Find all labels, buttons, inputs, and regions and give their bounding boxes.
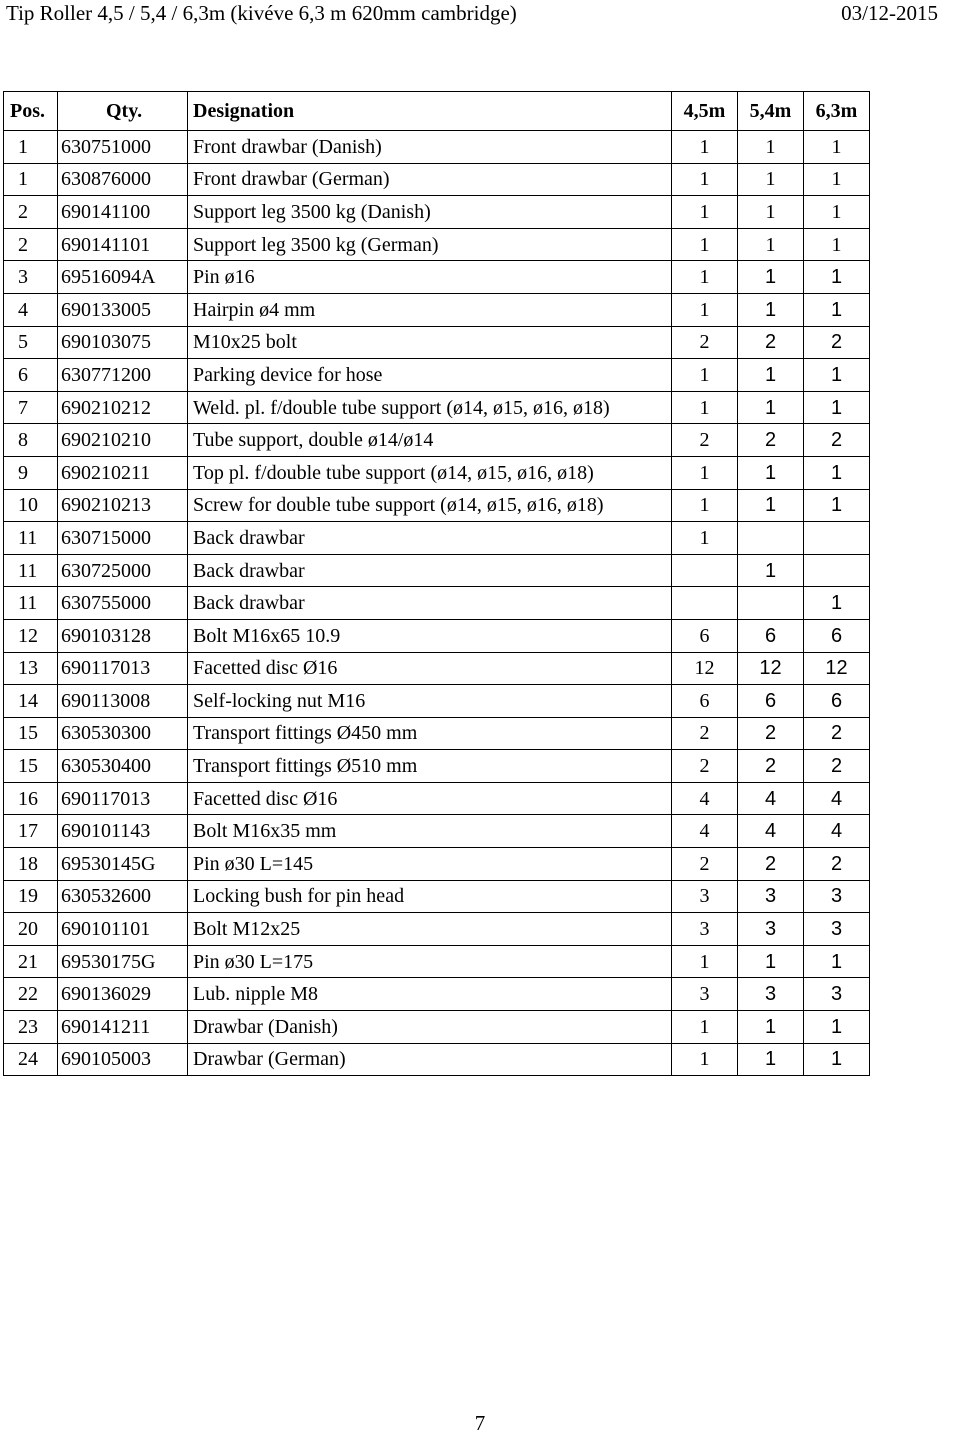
cell-qty-6-3m: 3 bbox=[804, 880, 870, 913]
table-row bbox=[4, 587, 870, 620]
page-number: 7 bbox=[474, 1411, 486, 1435]
cell-part-number: 690133005 bbox=[58, 293, 188, 326]
cell-qty-4-5m: 4 bbox=[672, 782, 738, 815]
cell-qty-4-5m: 4 bbox=[672, 815, 738, 848]
cell-part-number: 630530400 bbox=[58, 750, 188, 783]
cell-pos: 11 bbox=[4, 587, 58, 620]
cell-qty-4-5m: 3 bbox=[672, 913, 738, 946]
cell-qty-6-3m: 1 bbox=[804, 945, 870, 978]
cell-part-number: 690117013 bbox=[58, 782, 188, 815]
table-row bbox=[4, 131, 870, 164]
cell-part-number: 630771200 bbox=[58, 359, 188, 392]
cell-qty-5-4m: 6 bbox=[738, 685, 804, 718]
cell-qty-5-4m: 2 bbox=[738, 326, 804, 359]
cell-qty-6-3m: 2 bbox=[804, 717, 870, 750]
cell-part-number: 690101143 bbox=[58, 815, 188, 848]
cell-qty-4-5m: 1 bbox=[672, 1011, 738, 1044]
cell-qty-5-4m: 3 bbox=[738, 913, 804, 946]
cell-pos: 14 bbox=[4, 685, 58, 718]
cell-qty-5-4m: 4 bbox=[738, 782, 804, 815]
cell-designation: Weld. pl. f/double tube support (ø14, ø15, ø16, ø18) bbox=[188, 391, 672, 424]
cell-part-number: 630532600 bbox=[58, 880, 188, 913]
table-row bbox=[4, 848, 870, 881]
cell-qty-4-5m bbox=[672, 554, 738, 587]
cell-qty-6-3m: 1 bbox=[804, 293, 870, 326]
cell-pos: 11 bbox=[4, 522, 58, 555]
cell-part-number: 69530145G bbox=[58, 848, 188, 881]
cell-pos: 20 bbox=[4, 913, 58, 946]
table-row bbox=[4, 424, 870, 457]
cell-qty-5-4m bbox=[738, 587, 804, 620]
table-row bbox=[4, 163, 870, 196]
cell-pos: 11 bbox=[4, 554, 58, 587]
cell-qty-5-4m: 6 bbox=[738, 619, 804, 652]
table-row bbox=[4, 619, 870, 652]
cell-designation: Back drawbar bbox=[188, 587, 672, 620]
cell-pos: 16 bbox=[4, 782, 58, 815]
cell-designation: Lub. nipple M8 bbox=[188, 978, 672, 1011]
cell-qty-4-5m: 1 bbox=[672, 163, 738, 196]
cell-pos: 2 bbox=[4, 196, 58, 229]
column-header-6-3m: 6,3m bbox=[804, 92, 870, 131]
cell-qty-5-4m: 3 bbox=[738, 978, 804, 1011]
cell-designation: Pin ø30 L=145 bbox=[188, 848, 672, 881]
column-header-designation: Designation bbox=[188, 92, 672, 131]
cell-qty-5-4m: 2 bbox=[738, 750, 804, 783]
cell-qty-6-3m: 1 bbox=[804, 456, 870, 489]
cell-qty-5-4m: 1 bbox=[738, 489, 804, 522]
cell-qty-4-5m: 1 bbox=[672, 359, 738, 392]
cell-pos: 24 bbox=[4, 1043, 58, 1076]
cell-qty-4-5m: 1 bbox=[672, 228, 738, 261]
cell-qty-6-3m: 6 bbox=[804, 685, 870, 718]
cell-qty-4-5m: 1 bbox=[672, 1043, 738, 1076]
table-row bbox=[4, 522, 870, 555]
cell-designation: Facetted disc Ø16 bbox=[188, 652, 672, 685]
cell-qty-6-3m: 1 bbox=[804, 228, 870, 261]
cell-qty-6-3m: 1 bbox=[804, 196, 870, 229]
cell-qty-4-5m: 1 bbox=[672, 293, 738, 326]
cell-designation: M10x25 bolt bbox=[188, 326, 672, 359]
cell-qty-5-4m: 2 bbox=[738, 717, 804, 750]
cell-qty-6-3m: 2 bbox=[804, 848, 870, 881]
cell-designation: Locking bush for pin head bbox=[188, 880, 672, 913]
table-row bbox=[4, 391, 870, 424]
cell-qty-5-4m: 1 bbox=[738, 1043, 804, 1076]
cell-qty-5-4m: 1 bbox=[738, 196, 804, 229]
cell-qty-6-3m: 3 bbox=[804, 913, 870, 946]
cell-qty-5-4m: 1 bbox=[738, 391, 804, 424]
cell-qty-4-5m: 1 bbox=[672, 489, 738, 522]
cell-designation: Pin ø30 L=175 bbox=[188, 945, 672, 978]
table-row bbox=[4, 554, 870, 587]
cell-designation: Self-locking nut M16 bbox=[188, 685, 672, 718]
cell-pos: 15 bbox=[4, 750, 58, 783]
cell-qty-5-4m: 1 bbox=[738, 163, 804, 196]
cell-qty-6-3m: 1 bbox=[804, 163, 870, 196]
cell-qty-4-5m: 2 bbox=[672, 326, 738, 359]
cell-qty-4-5m: 3 bbox=[672, 978, 738, 1011]
cell-qty-4-5m: 1 bbox=[672, 391, 738, 424]
cell-designation: Transport fittings Ø450 mm bbox=[188, 717, 672, 750]
cell-qty-4-5m: 6 bbox=[672, 685, 738, 718]
table-row bbox=[4, 880, 870, 913]
cell-qty-4-5m: 12 bbox=[672, 652, 738, 685]
cell-qty-4-5m: 6 bbox=[672, 619, 738, 652]
cell-designation: Bolt M16x65 10.9 bbox=[188, 619, 672, 652]
cell-qty-6-3m: 2 bbox=[804, 424, 870, 457]
cell-pos: 4 bbox=[4, 293, 58, 326]
cell-part-number: 690141100 bbox=[58, 196, 188, 229]
table-row bbox=[4, 685, 870, 718]
cell-qty-5-4m: 2 bbox=[738, 424, 804, 457]
cell-designation: Tube support, double ø14/ø14 bbox=[188, 424, 672, 457]
cell-qty-6-3m: 2 bbox=[804, 750, 870, 783]
cell-qty-5-4m: 4 bbox=[738, 815, 804, 848]
cell-pos: 2 bbox=[4, 228, 58, 261]
cell-qty-6-3m bbox=[804, 554, 870, 587]
cell-pos: 5 bbox=[4, 326, 58, 359]
cell-designation: Pin ø16 bbox=[188, 261, 672, 294]
cell-qty-6-3m: 1 bbox=[804, 359, 870, 392]
table-row bbox=[4, 196, 870, 229]
table-body bbox=[4, 131, 870, 1076]
cell-designation: Parking device for hose bbox=[188, 359, 672, 392]
cell-qty-6-3m: 4 bbox=[804, 782, 870, 815]
table-row bbox=[4, 978, 870, 1011]
table-row bbox=[4, 717, 870, 750]
cell-qty-5-4m: 1 bbox=[738, 359, 804, 392]
table-header-row bbox=[4, 92, 870, 131]
table-row bbox=[4, 1011, 870, 1044]
document-date: 03/12-2015 bbox=[841, 1, 938, 25]
cell-part-number: 690105003 bbox=[58, 1043, 188, 1076]
cell-designation: Transport fittings Ø510 mm bbox=[188, 750, 672, 783]
cell-part-number: 690210210 bbox=[58, 424, 188, 457]
document-title: Tip Roller 4,5 / 5,4 / 6,3m (kivéve 6,3 m 620mm cambridge) bbox=[6, 1, 517, 25]
page-header bbox=[0, 0, 960, 26]
cell-qty-6-3m: 1 bbox=[804, 1043, 870, 1076]
cell-pos: 7 bbox=[4, 391, 58, 424]
cell-qty-5-4m: 3 bbox=[738, 880, 804, 913]
cell-qty-4-5m: 1 bbox=[672, 131, 738, 164]
cell-part-number: 690101101 bbox=[58, 913, 188, 946]
cell-part-number: 690141101 bbox=[58, 228, 188, 261]
cell-qty-5-4m: 1 bbox=[738, 131, 804, 164]
cell-pos: 18 bbox=[4, 848, 58, 881]
cell-part-number: 69530175G bbox=[58, 945, 188, 978]
cell-qty-6-3m: 12 bbox=[804, 652, 870, 685]
cell-designation: Drawbar (Danish) bbox=[188, 1011, 672, 1044]
cell-qty-6-3m: 1 bbox=[804, 391, 870, 424]
cell-qty-4-5m: 1 bbox=[672, 945, 738, 978]
cell-pos: 3 bbox=[4, 261, 58, 294]
cell-designation: Top pl. f/double tube support (ø14, ø15, ø16, ø18) bbox=[188, 456, 672, 489]
cell-qty-5-4m: 1 bbox=[738, 554, 804, 587]
table-row bbox=[4, 489, 870, 522]
cell-pos: 19 bbox=[4, 880, 58, 913]
cell-qty-4-5m: 1 bbox=[672, 522, 738, 555]
table-row bbox=[4, 359, 870, 392]
cell-designation: Back drawbar bbox=[188, 522, 672, 555]
cell-part-number: 630725000 bbox=[58, 554, 188, 587]
cell-designation: Front drawbar (German) bbox=[188, 163, 672, 196]
cell-part-number: 690103075 bbox=[58, 326, 188, 359]
cell-part-number: 630715000 bbox=[58, 522, 188, 555]
table-header bbox=[4, 92, 870, 131]
cell-designation: Support leg 3500 kg (Danish) bbox=[188, 196, 672, 229]
table-row bbox=[4, 815, 870, 848]
table-row bbox=[4, 293, 870, 326]
table-row bbox=[4, 913, 870, 946]
cell-qty-5-4m: 1 bbox=[738, 293, 804, 326]
cell-designation: Facetted disc Ø16 bbox=[188, 782, 672, 815]
cell-pos: 8 bbox=[4, 424, 58, 457]
cell-qty-5-4m: 2 bbox=[738, 848, 804, 881]
cell-qty-6-3m: 6 bbox=[804, 619, 870, 652]
cell-qty-6-3m: 1 bbox=[804, 1011, 870, 1044]
table-row bbox=[4, 456, 870, 489]
cell-designation: Back drawbar bbox=[188, 554, 672, 587]
cell-qty-4-5m: 1 bbox=[672, 456, 738, 489]
cell-part-number: 690210213 bbox=[58, 489, 188, 522]
cell-qty-6-3m bbox=[804, 522, 870, 555]
cell-pos: 22 bbox=[4, 978, 58, 1011]
cell-part-number: 690136029 bbox=[58, 978, 188, 1011]
column-header-qty: Qty. bbox=[58, 92, 188, 131]
cell-part-number: 630530300 bbox=[58, 717, 188, 750]
column-header-pos: Pos. bbox=[4, 92, 58, 131]
cell-qty-5-4m: 12 bbox=[738, 652, 804, 685]
column-header-5-4m: 5,4m bbox=[738, 92, 804, 131]
cell-part-number: 69516094A bbox=[58, 261, 188, 294]
cell-designation: Bolt M16x35 mm bbox=[188, 815, 672, 848]
table-row bbox=[4, 652, 870, 685]
cell-qty-5-4m: 1 bbox=[738, 228, 804, 261]
cell-qty-5-4m: 1 bbox=[738, 1011, 804, 1044]
cell-part-number: 690113008 bbox=[58, 685, 188, 718]
table-row bbox=[4, 782, 870, 815]
cell-pos: 6 bbox=[4, 359, 58, 392]
cell-designation: Hairpin ø4 mm bbox=[188, 293, 672, 326]
cell-pos: 21 bbox=[4, 945, 58, 978]
cell-qty-6-3m: 1 bbox=[804, 261, 870, 294]
parts-table bbox=[3, 91, 870, 1076]
cell-qty-5-4m: 1 bbox=[738, 945, 804, 978]
cell-qty-4-5m: 1 bbox=[672, 261, 738, 294]
cell-pos: 15 bbox=[4, 717, 58, 750]
table-row bbox=[4, 750, 870, 783]
cell-qty-6-3m: 1 bbox=[804, 131, 870, 164]
cell-qty-4-5m: 2 bbox=[672, 424, 738, 457]
cell-qty-5-4m: 1 bbox=[738, 261, 804, 294]
table-row bbox=[4, 945, 870, 978]
cell-qty-4-5m: 1 bbox=[672, 196, 738, 229]
cell-pos: 23 bbox=[4, 1011, 58, 1044]
cell-qty-4-5m: 3 bbox=[672, 880, 738, 913]
cell-pos: 13 bbox=[4, 652, 58, 685]
cell-designation: Drawbar (German) bbox=[188, 1043, 672, 1076]
cell-pos: 12 bbox=[4, 619, 58, 652]
cell-qty-6-3m: 3 bbox=[804, 978, 870, 1011]
cell-pos: 9 bbox=[4, 456, 58, 489]
cell-qty-4-5m: 2 bbox=[672, 848, 738, 881]
table-row bbox=[4, 228, 870, 261]
cell-pos: 10 bbox=[4, 489, 58, 522]
cell-qty-6-3m: 1 bbox=[804, 489, 870, 522]
cell-pos: 17 bbox=[4, 815, 58, 848]
cell-qty-6-3m: 2 bbox=[804, 326, 870, 359]
cell-qty-6-3m: 1 bbox=[804, 587, 870, 620]
cell-part-number: 630876000 bbox=[58, 163, 188, 196]
cell-part-number: 690117013 bbox=[58, 652, 188, 685]
cell-part-number: 690210212 bbox=[58, 391, 188, 424]
table-row bbox=[4, 261, 870, 294]
cell-pos: 1 bbox=[4, 131, 58, 164]
cell-qty-4-5m: 2 bbox=[672, 750, 738, 783]
column-header-4-5m: 4,5m bbox=[672, 92, 738, 131]
cell-qty-6-3m: 4 bbox=[804, 815, 870, 848]
cell-part-number: 690210211 bbox=[58, 456, 188, 489]
cell-pos: 1 bbox=[4, 163, 58, 196]
cell-qty-4-5m bbox=[672, 587, 738, 620]
cell-designation: Screw for double tube support (ø14, ø15, ø16, ø18) bbox=[188, 489, 672, 522]
cell-part-number: 630755000 bbox=[58, 587, 188, 620]
table-row bbox=[4, 326, 870, 359]
cell-designation: Bolt M12x25 bbox=[188, 913, 672, 946]
cell-designation: Front drawbar (Danish) bbox=[188, 131, 672, 164]
cell-part-number: 690141211 bbox=[58, 1011, 188, 1044]
cell-qty-4-5m: 2 bbox=[672, 717, 738, 750]
cell-qty-5-4m bbox=[738, 522, 804, 555]
table-row bbox=[4, 1043, 870, 1076]
cell-designation: Support leg 3500 kg (German) bbox=[188, 228, 672, 261]
cell-qty-5-4m: 1 bbox=[738, 456, 804, 489]
cell-part-number: 690103128 bbox=[58, 619, 188, 652]
cell-part-number: 630751000 bbox=[58, 131, 188, 164]
